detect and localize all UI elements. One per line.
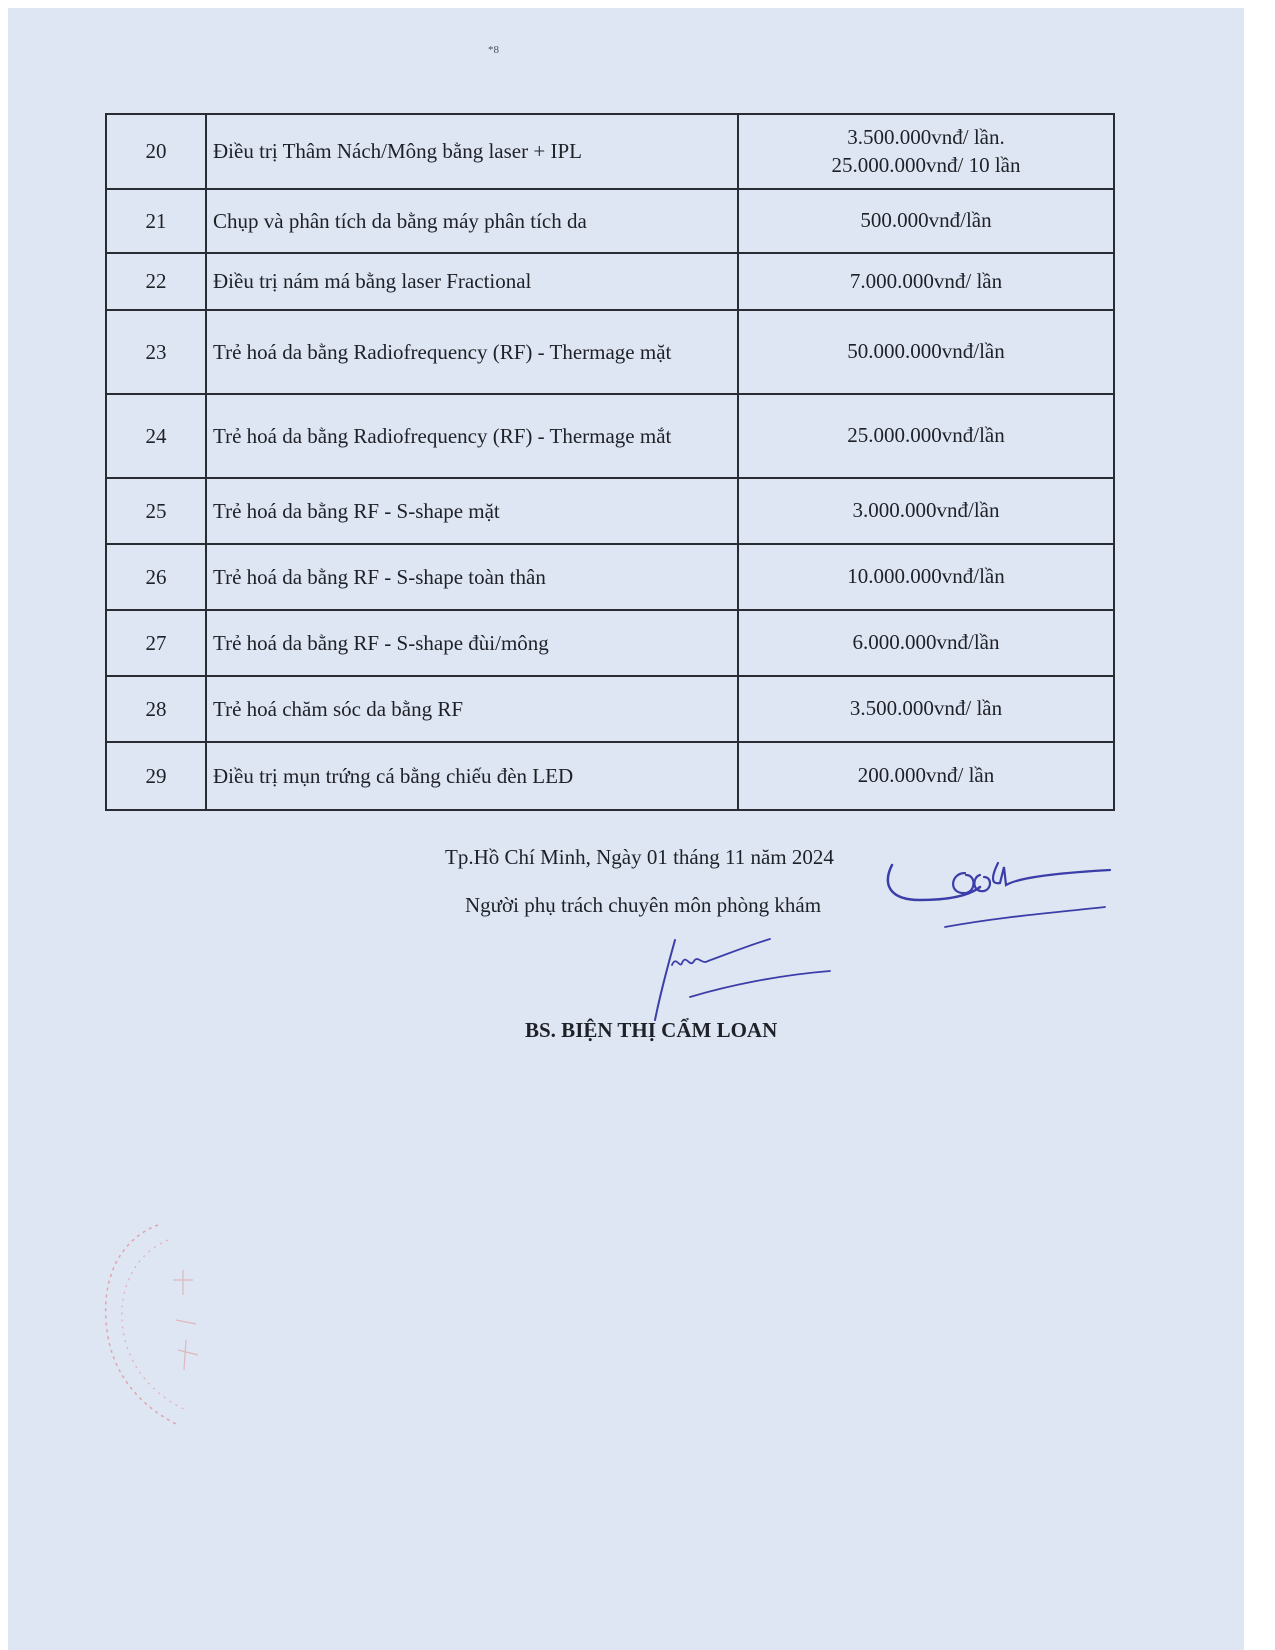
service-price: 10.000.000vnđ/lần	[738, 544, 1114, 610]
table-row	[106, 394, 1114, 478]
service-name: Trẻ hoá da bằng Radiofrequency (RF) - Thermage mặt	[206, 310, 738, 394]
table-row	[106, 253, 1114, 310]
signer-role: Người phụ trách chuyên môn phòng khám	[465, 893, 822, 917]
service-price: 50.000.000vnđ/lần	[738, 310, 1114, 394]
service-name: Trẻ hoá da bằng Radiofrequency (RF) - Thermage mắt	[206, 394, 738, 478]
row-number: 21	[106, 189, 206, 253]
service-price: 3.500.000vnđ/ lần	[738, 676, 1114, 742]
service-name: Chụp và phân tích da bằng máy phân tích da	[206, 189, 738, 253]
row-number: 29	[106, 742, 206, 810]
doctor-signature	[650, 935, 840, 1025]
table-row	[106, 610, 1114, 676]
service-name: Trẻ hoá chăm sóc da bằng RF	[206, 676, 738, 742]
row-number: 27	[106, 610, 206, 676]
service-name: Điều trị mụn trứng cá bằng chiếu đèn LED	[206, 742, 738, 810]
table-row	[106, 114, 1114, 189]
table-row	[106, 742, 1114, 810]
service-price	[738, 114, 1114, 189]
service-price: 200.000vnđ/ lần	[738, 742, 1114, 810]
service-price: 6.000.000vnđ/lần	[738, 610, 1114, 676]
page-mark: *8	[488, 44, 499, 56]
row-number: 28	[106, 676, 206, 742]
table-row	[106, 676, 1114, 742]
row-number: 25	[106, 478, 206, 544]
doctor-name: BS. BIỆN THỊ CẨM LOAN	[525, 1018, 778, 1042]
faint-stamp	[98, 1220, 218, 1430]
service-name: Điều trị nám má bằng laser Fractional	[206, 253, 738, 310]
row-number: 22	[106, 253, 206, 310]
row-number: 24	[106, 394, 206, 478]
service-name: Điều trị Thâm Nách/Mông bằng laser + IPL	[206, 114, 738, 189]
table-row	[106, 478, 1114, 544]
date-line: Tp.Hồ Chí Minh, Ngày 01 tháng 11 năm 2024	[445, 845, 834, 869]
row-number: 26	[106, 544, 206, 610]
service-price: 25.000.000vnđ/lần	[738, 394, 1114, 478]
table-row	[106, 310, 1114, 394]
initial-signature	[880, 855, 1120, 935]
service-name: Trẻ hoá da bằng RF - S-shape đùi/mông	[206, 610, 738, 676]
service-price: 500.000vnđ/lần	[738, 189, 1114, 253]
row-number: 20	[106, 114, 206, 189]
table-row	[106, 189, 1114, 253]
price-table	[105, 113, 1115, 811]
row-number: 23	[106, 310, 206, 394]
service-price: 7.000.000vnđ/ lần	[738, 253, 1114, 310]
service-name: Trẻ hoá da bằng RF - S-shape mặt	[206, 478, 738, 544]
table-row	[106, 544, 1114, 610]
service-name: Trẻ hoá da bằng RF - S-shape toàn thân	[206, 544, 738, 610]
price-line: 3.500.000vnđ/ lần.	[847, 125, 1005, 150]
price-line: 25.000.000vnđ/ 10 lần	[831, 152, 1021, 177]
service-price: 3.000.000vnđ/lần	[738, 478, 1114, 544]
